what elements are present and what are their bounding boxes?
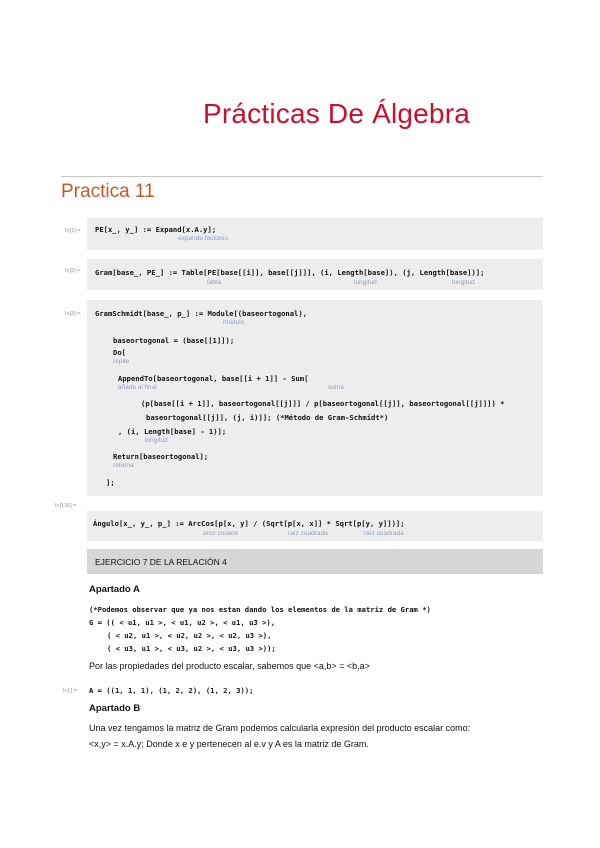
- input-label: In[1]:=: [65, 228, 81, 234]
- code-line: Return[baseortogonal];: [113, 452, 209, 461]
- code-line: baseortogonal[[j]], (j, i)]]; (*Método de Gram-Schmidt*): [146, 413, 389, 422]
- code-hint: arco coseno: [203, 530, 239, 537]
- code-hint: añade al final: [118, 384, 157, 391]
- code-hint: raíz cuadrada: [288, 530, 328, 537]
- code-line: (p[base[[i + 1]], baseortogonal[[j]]] / p[baseortogonal[[j]], baseortogonal[[j]]]) *: [141, 399, 505, 408]
- property-text: Por las propiedades del producto escalar, sabemos que <a,b> = <b,a>: [89, 661, 370, 671]
- code-line: PE[x_, y_] := Expand[x.A.y];: [95, 225, 217, 234]
- code-hint: suma: [328, 384, 344, 391]
- code-hint: raíz cuadrada: [364, 530, 404, 537]
- code-line: AppendTo[baseortogonal, base[[i + 1]] - Sum[: [118, 374, 309, 383]
- page-title: Prácticas De Álgebra: [203, 98, 471, 129]
- gram-line: ( < u3, u1 >, < u3, u2 >, < u3, u3 >));: [107, 644, 276, 653]
- section-divider: [61, 176, 543, 177]
- code-hint: longitud: [452, 279, 475, 286]
- code-line: , (i, Length[base] - 1)];: [118, 427, 227, 436]
- gram-line: ( < u2, u1 >, < u2, u2 >, < u2, u3 >),: [107, 631, 272, 640]
- section-title: Practica 11: [61, 181, 155, 202]
- gram-line: G = (( < u1, u1 >, < u1, u2 >, < u1, u3 >),: [89, 618, 276, 627]
- code-line: Gram[base_, PE_] := Table[PE[base[[i]], base[[j]]], (i, Length[base]), (j, Length[base])];: [95, 268, 485, 277]
- code-hint: repite: [113, 358, 130, 365]
- apartado-b-heading: Apartado B: [89, 703, 141, 714]
- code-line: ];: [106, 478, 115, 487]
- code-cell-angulo[interactable]: [87, 511, 543, 541]
- input-label: In[136]:=: [55, 503, 77, 509]
- exercise-title: EJERCICIO 7 DE LA RELACIÓN 4: [95, 557, 227, 567]
- input-label: In[2]:=: [65, 268, 81, 274]
- code-hint: longitud: [145, 437, 168, 444]
- matrix-definition[interactable]: A = ((1, 1, 1), (1, 2, 2), (1, 2, 3));: [89, 686, 254, 695]
- code-cell-gram-schmidt[interactable]: [87, 300, 543, 496]
- comment-line: (*Podemos observar que ya nos estan dando los elementos de la matriz de Gram *): [89, 605, 431, 614]
- code-cell-pe[interactable]: [87, 218, 543, 250]
- apartado-b-text: <x,y> = x.A.y; Donde x e y pertenecen al e.v y A es la matriz de Gram.: [89, 739, 369, 749]
- code-line: Do[: [113, 348, 126, 357]
- apartado-b-text: Una vez tengamos la matriz de Gram podemos calcularla expresión del producto escalar como:: [89, 723, 471, 733]
- input-label: In[ ]:=: [63, 688, 77, 694]
- code-line: GramSchmidt[base_, p_] := Module[(baseortogonal),: [95, 309, 308, 318]
- code-hint: tabla: [207, 279, 222, 286]
- code-cell-gram[interactable]: [87, 259, 543, 290]
- exercise-header: [87, 549, 543, 574]
- code-hint: longitud: [354, 279, 377, 286]
- apartado-a-heading: Apartado A: [89, 584, 140, 595]
- code-hint: retorna: [113, 462, 134, 469]
- code-hint: expande factores: [178, 235, 228, 242]
- code-line: baseortogonal = (base[[1]]);: [113, 336, 235, 345]
- code-hint: módulo: [223, 319, 245, 326]
- input-label: In[3]:=: [65, 311, 81, 317]
- code-line: Ángulo[x_, y_, p_] := ArcCos[p[x, y] / (Sqrt[p[x, x]] * Sqrt[p[y, y]])];: [93, 519, 405, 528]
